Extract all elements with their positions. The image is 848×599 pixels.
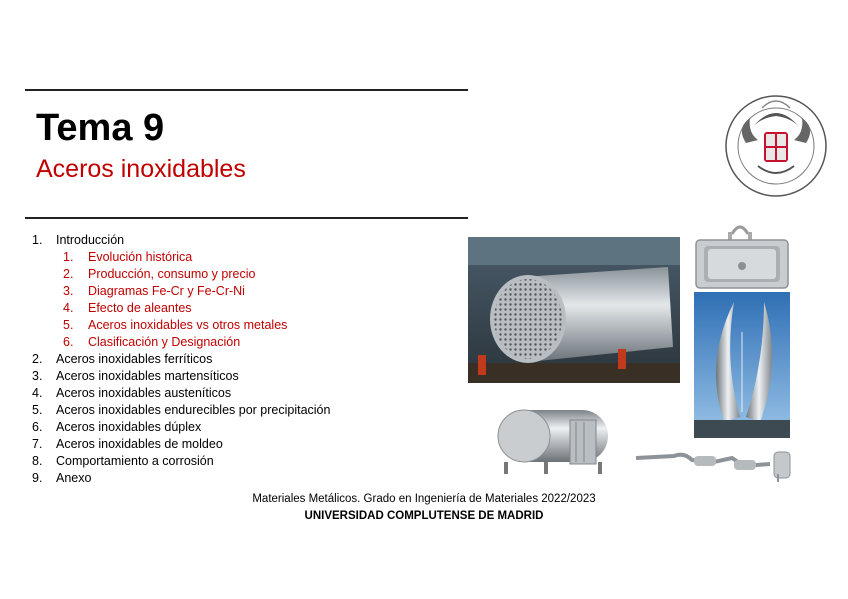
toc-number: 1. bbox=[32, 233, 43, 247]
toc-label: Aceros inoxidables ferríticos bbox=[56, 352, 213, 366]
table-of-contents bbox=[32, 232, 330, 487]
toc-number: 1. bbox=[63, 250, 74, 264]
toc-label: Aceros inoxidables vs otros metales bbox=[88, 318, 288, 332]
sculpture-photo bbox=[694, 292, 790, 438]
toc-label: Efecto de aleantes bbox=[88, 301, 192, 315]
top-rule bbox=[25, 89, 468, 91]
toc-label: Anexo bbox=[56, 471, 92, 485]
heat-exchanger-photo bbox=[468, 237, 680, 383]
toc-subitem bbox=[32, 249, 330, 266]
toc-subitem bbox=[32, 317, 330, 334]
tank-photo bbox=[484, 398, 622, 478]
toc-number: 6. bbox=[63, 335, 74, 349]
toc-number: 9. bbox=[32, 471, 43, 485]
slide-subtitle: Aceros inoxidables bbox=[36, 155, 246, 183]
toc-subitem bbox=[32, 283, 330, 300]
toc-label: Aceros inoxidables dúplex bbox=[56, 420, 202, 434]
toc-number: 2. bbox=[32, 352, 43, 366]
toc-item bbox=[32, 368, 330, 385]
toc-subitem bbox=[32, 334, 330, 351]
toc-label: Aceros inoxidables austeníticos bbox=[56, 386, 232, 400]
course-footer: Materiales Metálicos. Grado en Ingeniería de Materiales 2022/2023 bbox=[252, 493, 596, 505]
toc-number: 3. bbox=[32, 369, 43, 383]
toc-item bbox=[32, 453, 330, 470]
toc-number: 5. bbox=[63, 318, 74, 332]
exhaust-pipe-photo bbox=[634, 444, 798, 484]
toc-label: Comportamiento a corrosión bbox=[56, 454, 214, 468]
toc-item bbox=[32, 351, 330, 368]
slide-title: Tema 9 bbox=[36, 107, 165, 149]
university-footer: UNIVERSIDAD COMPLUTENSE DE MADRID bbox=[304, 510, 544, 522]
toc-number: 8. bbox=[32, 454, 43, 468]
toc-number: 5. bbox=[32, 403, 43, 417]
sink-photo bbox=[694, 218, 790, 290]
toc-label: Aceros inoxidables de moldeo bbox=[56, 437, 223, 451]
toc-label: Aceros inoxidables endurecibles por precipitación bbox=[56, 403, 331, 417]
toc-item bbox=[32, 470, 330, 487]
toc-number: 6. bbox=[32, 420, 43, 434]
toc-number: 3. bbox=[63, 284, 74, 298]
toc-label: Diagramas Fe-Cr y Fe-Cr-Ni bbox=[88, 284, 245, 298]
toc-label: Introducción bbox=[56, 233, 125, 247]
bottom-rule bbox=[25, 217, 468, 219]
toc-number: 4. bbox=[32, 386, 43, 400]
toc-label: Aceros inoxidables martensíticos bbox=[56, 369, 239, 383]
toc-item bbox=[32, 402, 330, 419]
toc-number: 4. bbox=[63, 301, 74, 315]
toc-number: 2. bbox=[63, 267, 74, 281]
toc-subitem bbox=[32, 266, 330, 283]
toc-item bbox=[32, 436, 330, 453]
ucm-seal-logo bbox=[722, 88, 830, 200]
toc-label: Evolución histórica bbox=[88, 250, 193, 264]
toc-label: Producción, consumo y precio bbox=[88, 267, 256, 281]
toc-item bbox=[32, 232, 330, 249]
toc-label: Clasificación y Designación bbox=[88, 335, 241, 349]
toc-number: 7. bbox=[32, 437, 43, 451]
toc-item bbox=[32, 385, 330, 402]
toc-subitem bbox=[32, 300, 330, 317]
toc-item bbox=[32, 419, 330, 436]
